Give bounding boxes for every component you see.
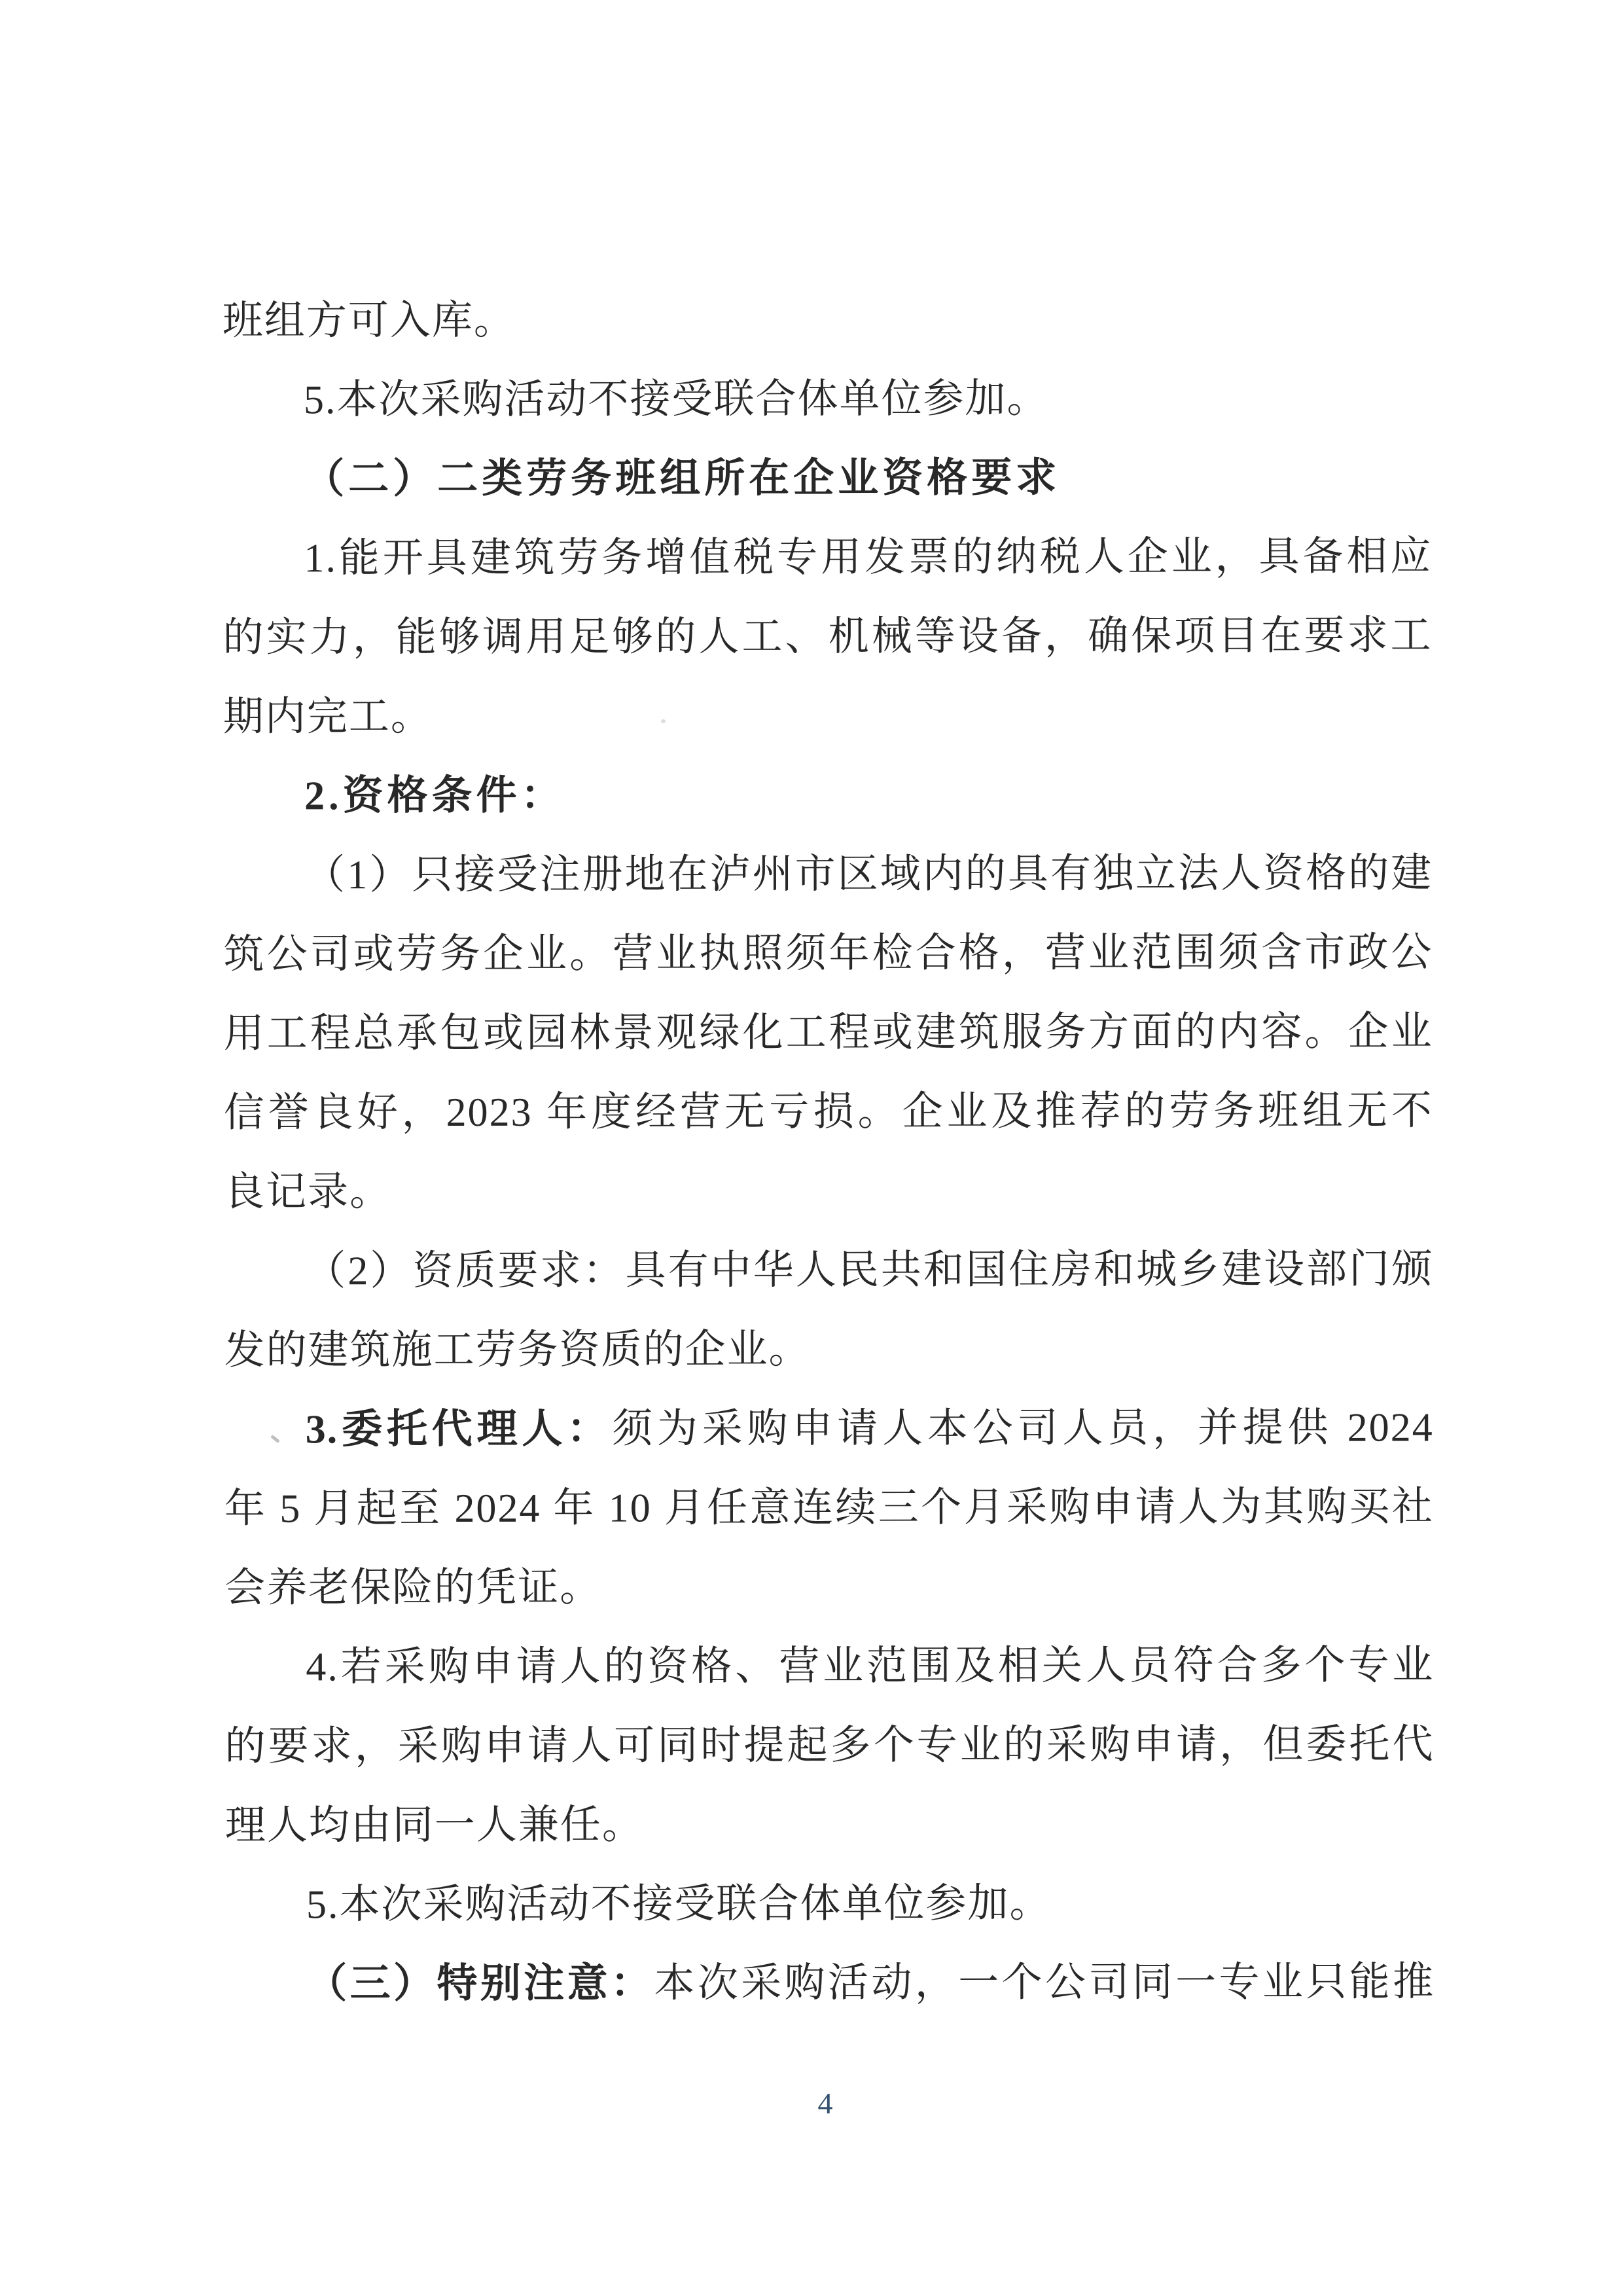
text-line (223, 438, 1432, 519)
text-line (224, 1388, 1434, 1469)
line-text: 本次采购活动，一个公司同一专业只能推 (654, 1960, 1435, 2006)
text-line (224, 1071, 1433, 1153)
line-bold-prefix: （三）特别注意： (306, 1961, 654, 2007)
line-bold-prefix: 3.委托代理人： (305, 1407, 613, 1452)
line-text: （二）二类劳务班组所在企业资格要求 (304, 456, 1061, 502)
line-text: 良记录。 (224, 1170, 392, 1215)
text-line (223, 596, 1433, 677)
line-text: 4.若采购申请人的资格、营业范围及相关人员符合多个专业 (306, 1643, 1435, 1690)
line-text: 会养老保险的凭证。 (224, 1565, 602, 1611)
text-line (225, 1784, 1435, 1865)
line-text: 信誉良好，2023 年度经营无亏损。企业及推荐的劳务班组无不 (223, 1088, 1433, 1136)
line-text: （1）只接受注册地在泸州市区域内的具有独立法人资格的建 (304, 851, 1433, 898)
line-text: 5.本次采购活动不接受联合体单位参加。 (306, 1881, 1052, 1928)
line-text: 须为采购申请人本公司人员，并提供 2024 (612, 1405, 1434, 1452)
line-text: 期内完工。 (223, 694, 433, 740)
text-line (223, 834, 1433, 915)
line-text: 用工程总承包或园林景观绿化工程或建筑服务方面的内容。企业 (223, 1009, 1433, 1056)
line-text: （2）资质要求：具有中华人民共和国住房和城乡建设部门颁 (305, 1247, 1434, 1294)
text-line (224, 1151, 1433, 1232)
text-line (223, 279, 1432, 361)
line-text: 的要求，采购申请人可同时提起多个专业的采购申请，但委托代 (224, 1722, 1435, 1769)
line-text: 1.能开具建筑劳务增值税专用发票的纳税人企业，具备相应 (304, 534, 1433, 581)
text-line (223, 755, 1433, 836)
text-line (223, 913, 1433, 994)
line-text: 理人均由同一人兼任。 (224, 1803, 644, 1848)
line-text: 5.本次采购活动不接受联合体单位参加。 (303, 376, 1049, 423)
text-line (224, 1309, 1433, 1390)
text-line (223, 359, 1432, 440)
line-text: 发的建筑施工劳务资质的企业。 (224, 1327, 811, 1373)
text-line (224, 1626, 1434, 1707)
line-text: 年 5 月起至 2024 年 10 月任意连续三个月采购申请人为其购买社 (224, 1484, 1435, 1532)
document-body (223, 279, 1435, 2024)
line-text: 2.资格条件： (304, 773, 565, 819)
text-line (224, 992, 1433, 1073)
text-line (224, 1467, 1434, 1549)
text-line (225, 1863, 1435, 1945)
text-line (223, 675, 1433, 757)
text-line (224, 1705, 1434, 1786)
page-number: 4 (817, 2087, 833, 2120)
line-text: 筑公司或劳务企业。营业执照须年检合格，营业范围须含市政公 (223, 930, 1433, 977)
text-line (224, 1230, 1433, 1311)
line-text: 的实力，能够调用足够的人工、机械等设备，确保项目在要求工 (223, 613, 1433, 660)
scan-speckle (661, 719, 666, 723)
line-text: 班组方可入库。 (222, 298, 516, 344)
text-line (223, 517, 1432, 598)
text-line (225, 1943, 1435, 2024)
text-line (224, 1547, 1434, 1628)
